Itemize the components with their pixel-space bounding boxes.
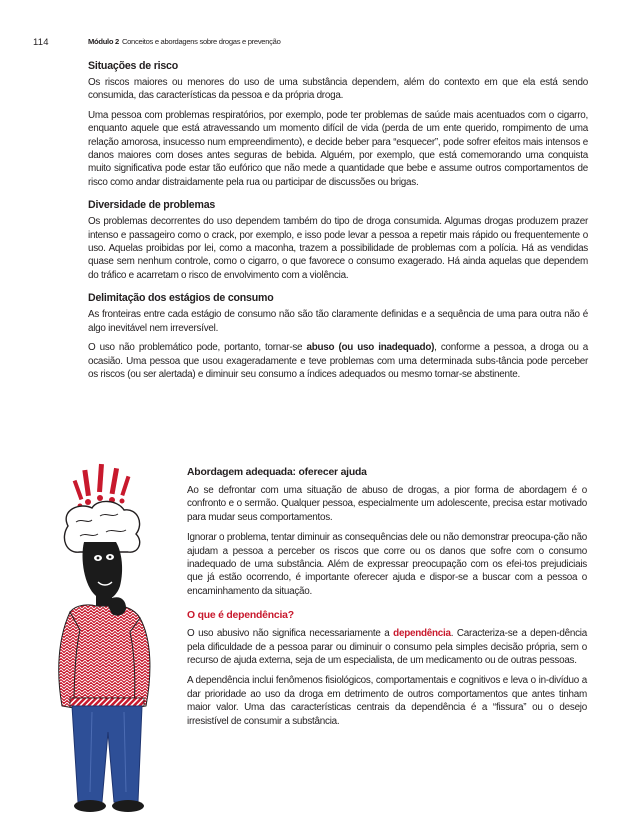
bold-term-abuso: abuso (ou uso inadequado)	[306, 342, 435, 354]
text-run: O uso não problemático pode, portanto, tornar-se	[88, 342, 307, 354]
paragraph	[187, 627, 587, 667]
illustration-person	[40, 462, 170, 822]
face	[83, 542, 123, 600]
section-situacoes-de-risco	[88, 60, 588, 189]
module-title: Conceitos e abordagens sobre drogas e prevenção	[121, 37, 281, 46]
main-content	[88, 60, 588, 391]
info-box	[187, 467, 587, 735]
running-header	[88, 37, 281, 46]
box-heading-dependencia: O que é dependência?	[187, 610, 294, 622]
section-delimitacao-estagios	[88, 292, 588, 381]
bold-term-dependencia: dependência	[393, 628, 451, 640]
paragraph: Ao se defrontar com uma situação de abuso de drogas, a pior forma de abordagem é o confronto e o sermão. Qualquer pessoa, especialmente um adolescente, precisa estar motivado para mudar seus comportamentos.	[187, 485, 587, 523]
paragraph: As fronteiras entre cada estágio de consumo não são tão claramente definidas e a sequência de uma para outra não é algo inevitável nem irreversível.	[88, 309, 588, 334]
text-run: , conforme a pessoa, a droga ou a ocasião. Uma pessoa que usou exageradamente e teve problemas com uma determinada subs-tância pode perceber os riscos (ou ser alertada) e diminuir seu consumo a índices adequados ou mesmo tornar-se abstinente.	[88, 342, 589, 380]
text-run: O uso abusivo não significa necessariamente a	[187, 628, 394, 640]
paragraph: Os problemas decorrentes do uso dependem também do tipo de droga consumida. Algumas drogas produzem prazer intenso e passageiro como o crack, por exemplo, e isso pode levar a pessoa a repetir mais rápido ou frequentemente o uso. Aquelas proibidas por lei, como a maconha, trazem a possibilidade de problemas com a polícia. Há as vendidas quase sem nenhum controle, como o cigarro, o que favorece o consumo exagerado. Há ainda aquelas que dependem do tráfico e acarretam o risco de envolvimento com a violência.	[88, 216, 588, 281]
paragraph: Ignorar o problema, tentar diminuir as consequências dele ou não demonstrar preocupa-ção não ajudam a pessoa a perceber os riscos que corre ou os danos que sofre com o consumo inadequado de uma substância. Além de expressar preocupação com os efei-tos prejudiciais que já estão ocorrendo, é importante oferecer ajuda e dispor-se a buscar com a pessoa o encaminhamento da situação.	[187, 532, 587, 597]
section-heading: Delimitação dos estágios de consumo	[88, 292, 274, 305]
paragraph	[88, 341, 588, 381]
box-heading: Abordagem adequada: oferecer ajuda	[187, 467, 367, 478]
jeans	[72, 706, 142, 802]
paragraph: A dependência inclui fenômenos fisiológicos, comportamentais e cognitivos e leva o in-divíduo a dar prioridade ao uso da droga em detrimento de outros comportamentos que antes tinham maior valor. Uma das características centrais da dependência é a “fissura” ou o desejo irresistível de consumir a substância.	[187, 675, 587, 727]
paragraph: Os riscos maiores ou menores do uso de uma substância dependem, além do contexto em que ela está sendo consumida, das características da pessoa e da própria droga.	[88, 77, 588, 102]
paragraph: Uma pessoa com problemas respiratórios, por exemplo, pode ter problemas de saúde mais acentuados com o cigarro, enquanto aquele que está atravessando um momento difícil de vida (perda de um ente querido, rompimento de uma relação amorosa, insucesso num empreendimento), e decide beber para “esquecer”, pode sofrer efeitos mais intensos e danos maiores com doses antes seguras de bebida. Alguém, por exemplo, que está comemorando uma conquista muito significativa pode estar tão eufórico que não mede a quantidade que bebe e assume outros comportamentos de risco como andar distraidamente pela rua ou participar de discussões ou brigas.	[88, 109, 588, 188]
section-diversidade-de-problemas	[88, 199, 588, 282]
page-number: 114	[33, 37, 49, 48]
section-heading: Diversidade de problemas	[88, 199, 216, 212]
text-run: . Caracteriza-se a depen-dência pela dificuldade de a pessoa parar ou diminuir o consumo pela simples decisão própria, sem o recurso de ajuda externa, seja de um especialista, de um medicamento ou de outras pessoas.	[187, 628, 587, 667]
module-label: Módulo 2	[88, 37, 119, 46]
section-heading: Situações de risco	[88, 60, 179, 72]
